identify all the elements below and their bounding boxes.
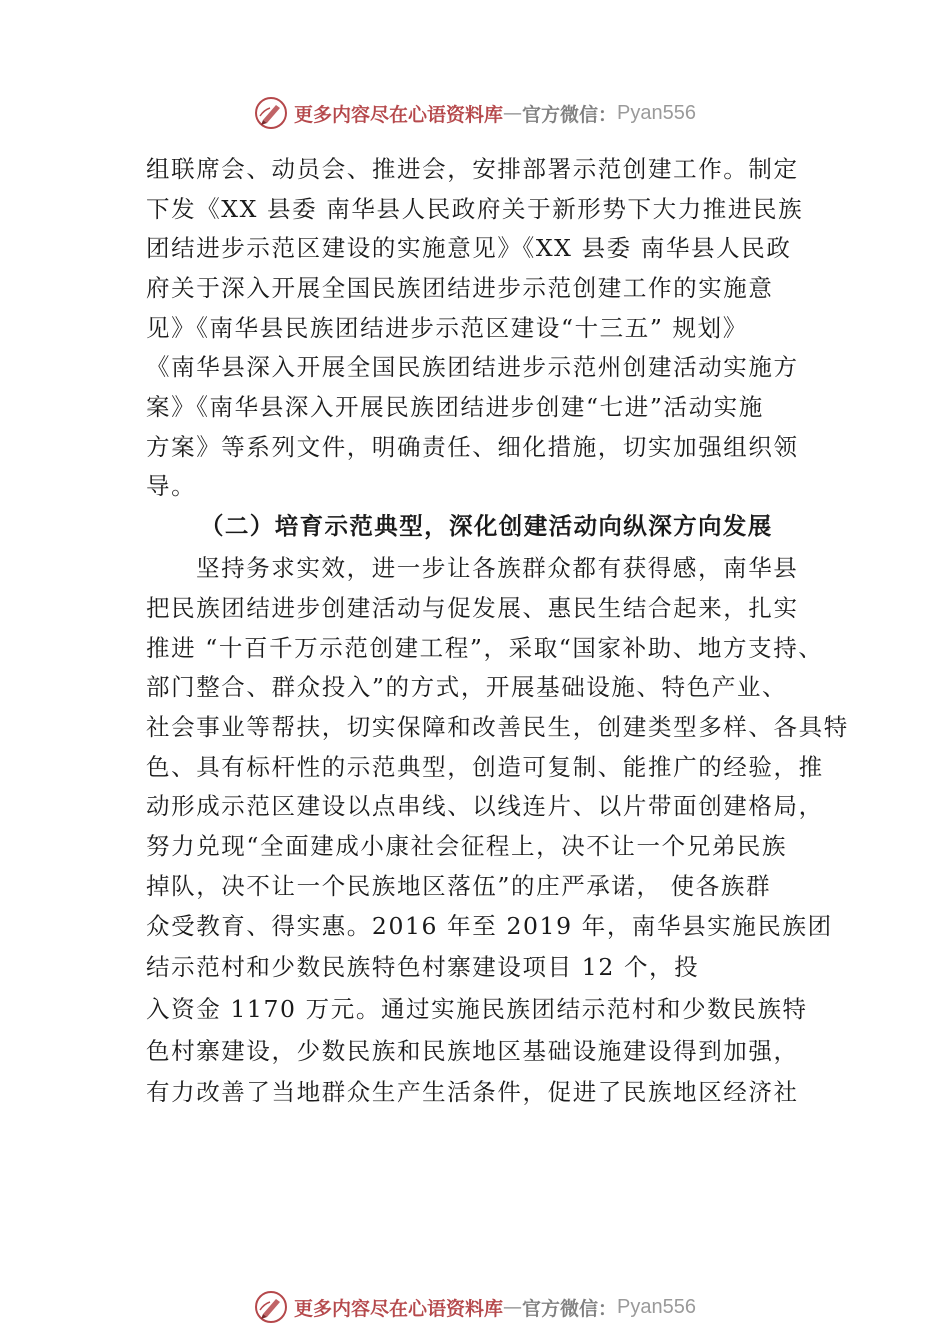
watermark-footer — [0, 1290, 950, 1324]
section-heading: （二）培育示范典型，深化创建活动向纵深方向发展 — [200, 512, 773, 540]
watermark-wechat-id: Pyan556 — [617, 1295, 696, 1318]
text-line: 《南华县深入开展全国民族团结进步示范州创建活动实施方 — [146, 353, 799, 381]
text-line: 把民族团结进步创建活动与促发展、惠民生结合起来，扎实 — [146, 594, 799, 622]
watermark-wechat-label: 官方微信： — [522, 103, 618, 126]
watermark-dash: — — [503, 102, 523, 124]
text-line: 众受教育、得实惠。2016 年至 2019 年，南华县实施民族团 — [146, 912, 833, 940]
watermark-wechat-id: Pyan556 — [617, 101, 696, 124]
watermark-header — [0, 96, 950, 130]
text-line: 下发《XX 县委 南华县人民政府关于新形势下大力推进民族 — [146, 195, 804, 223]
text-line: 掉队，决不让一个民族地区落伍”的庄严承诺， 使各族群 — [146, 872, 772, 900]
text-line: 有力改善了当地群众生产生活条件，促进了民族地区经济社 — [146, 1078, 799, 1106]
text-line: 坚持务求实效，进一步让各族群众都有获得感，南华县 — [196, 554, 799, 582]
text-line: 努力兑现“全面建成小康社会征程上，决不让一个兄弟民族 — [146, 832, 788, 860]
pen-logo-icon — [254, 1290, 288, 1324]
text-line: 方案》等系列文件，明确责任、细化措施，切实加强组织领 — [146, 433, 799, 461]
watermark-title: 更多内容尽在心语资料库 — [294, 103, 504, 126]
text-line: 部门整合、群众投入”的方式，开展基础设施、特色产业、 — [146, 673, 788, 701]
watermark-wechat-label: 官方微信： — [522, 1297, 618, 1320]
text-line: 色村寨建设，少数民族和民族地区基础设施建设得到加强， — [146, 1037, 799, 1065]
watermark-dash: — — [503, 1296, 523, 1318]
text-line: 推进 “十百千万示范创建工程”，采取“国家补助、地方支持、 — [146, 634, 824, 662]
text-line: 色、具有标杆性的示范典型，创造可复制、能推广的经验，推 — [146, 753, 824, 781]
text-line: 入资金 1170 万元。通过实施民族团结示范村和少数民族特 — [146, 995, 808, 1023]
text-line: 案》《南华县深入开展民族团结进步创建“七进”活动实施 — [146, 393, 764, 421]
text-line: 导。 — [146, 472, 197, 500]
text-line: 组联席会、动员会、推进会，安排部署示范创建工作。制定 — [146, 155, 799, 183]
text-line: 团结进步示范区建设的实施意见》《XX 县委 南华县人民政 — [146, 234, 792, 262]
text-line: 结示范村和少数民族特色村寨建设项目 12 个，投 — [146, 953, 700, 981]
pen-logo-icon — [254, 96, 288, 130]
watermark-title: 更多内容尽在心语资料库 — [294, 1297, 504, 1320]
text-line: 动形成示范区建设以点串线、以线连片、以片带面创建格局， — [146, 792, 824, 820]
text-line: 社会事业等帮扶，切实保障和改善民生，创建类型多样、各具特 — [146, 713, 849, 741]
text-line: 见》《南华县民族团结进步示范区建设“十三五” 规划》 — [146, 314, 748, 342]
text-line: 府关于深入开展全国民族团结进步示范创建工作的实施意 — [146, 274, 774, 302]
